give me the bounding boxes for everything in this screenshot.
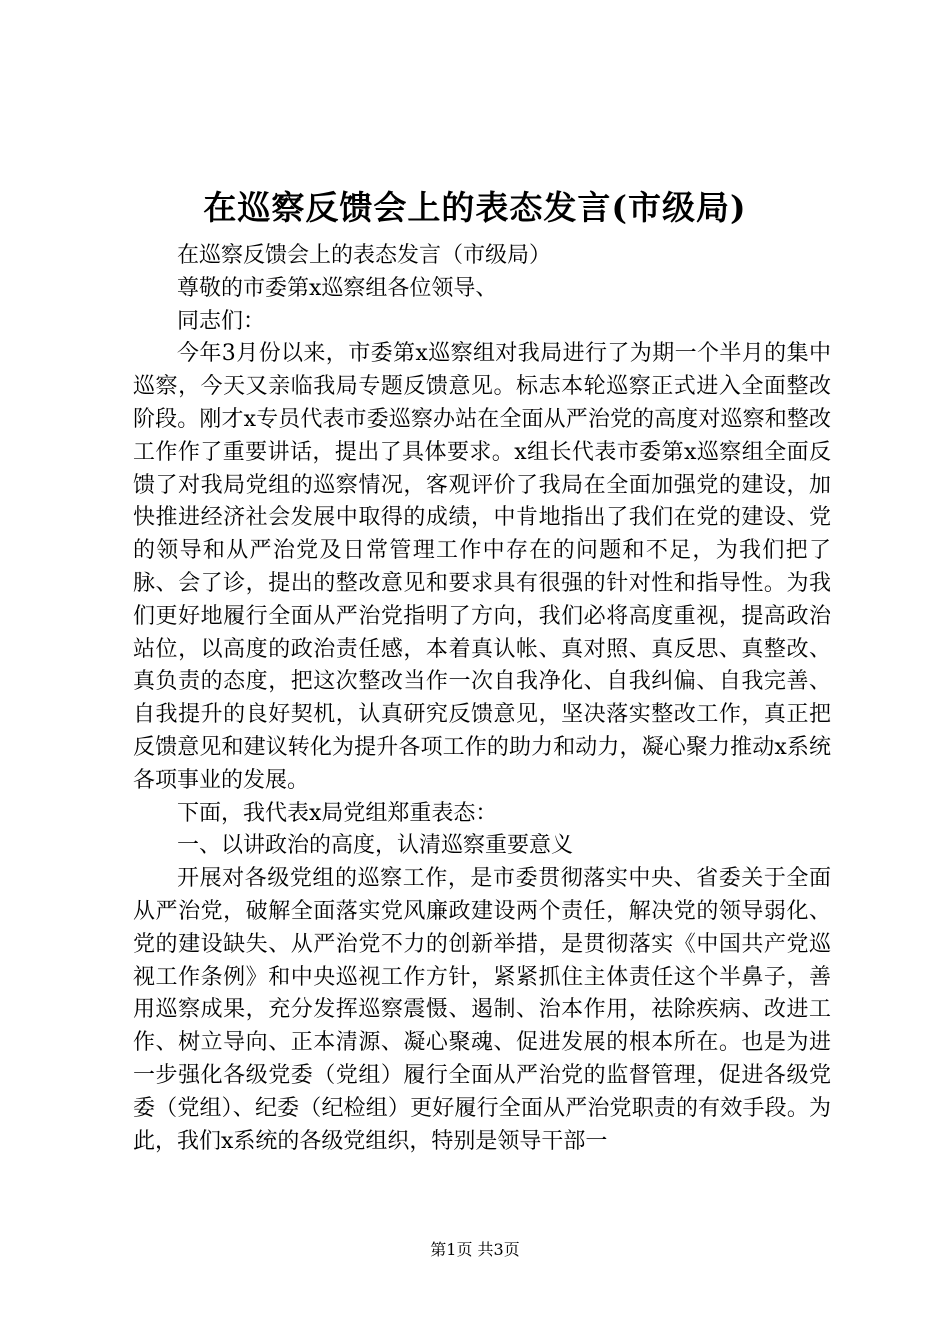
subtitle-paragraph: 在巡察反馈会上的表态发言（市级局） bbox=[177, 243, 552, 268]
page-number-footer: 第1页 共3页 bbox=[430, 1240, 520, 1259]
salutation-line: 同志们： bbox=[177, 308, 266, 334]
body-paragraph: 下面，我代表x局党组郑重表态： bbox=[177, 800, 498, 826]
body-paragraph: 开展对各级党组的巡察工作，是市委贯彻落实中央、省委关于全面从严治党，破解全面落实党风廉政建设两个责任，解决党的领导弱化、党的建设缺失、从严治党不力的创新举措，是贯彻落实《中国共产党巡视工作条例》和中央巡视工作方针，紧紧抓住主体责任这个半鼻子，善用巡察成果，充分发挥巡察震慑、遏制、治本作用，祛除疾病、改进工作、树立导向、正本清源、凝心聚魂、促进发展的根本所在。也是为进一步强化各级党委（党组）履行全面从严治党的监督管理，促进各级党委（党组）、纪委（纪检组）更好履行全面从严治党职责的有效手段。为此，我们x系统的各级党组织，特别是领导干部一 bbox=[133, 866, 831, 1154]
salutation-line: 尊敬的市委第x巡察组各位领导、 bbox=[177, 275, 498, 301]
document-title: 在巡察反馈会上的表态发言(市级局) bbox=[203, 188, 747, 227]
document-body bbox=[133, 240, 831, 1158]
body-paragraph: 今年3月份以来，市委第x巡察组对我局进行了为期一个半月的集中巡察，今天又亲临我局专题反馈意见。标志本轮巡察正式进入全面整改阶段。刚才x专员代表市委巡察办站在全面从严治党的高度对巡察和整改工作作了重要讲话，提出了具体要求。x组长代表市委第x巡察组全面反馈了对我局党组的巡察情况，客观评价了我局在全面加强党的建设，加快推进经济社会发展中取得的成绩，中肯地指出了我们在党的建设、党的领导和从严治党及日常管理工作中存在的问题和不足，为我们把了脉、会了诊，提出的整改意见和要求具有很强的针对性和指导性。为我们更好地履行全面从严治党指明了方向，我们必将高度重视，提高政治站位，以高度的政治责任感，本着真认帐、真对照、真反思、真整改、真负责的态度，把这次整改当作一次自我净化、自我纠偏、自我完善、自我提升的良好契机，认真研究反馈意见，坚决落实整改工作，真正把反馈意见和建议转化为提升各项工作的助力和动力，凝心聚力推动x系统各项事业的发展。 bbox=[133, 341, 831, 793]
section-heading: 一、以讲政治的高度，认清巡察重要意义 bbox=[177, 833, 574, 859]
